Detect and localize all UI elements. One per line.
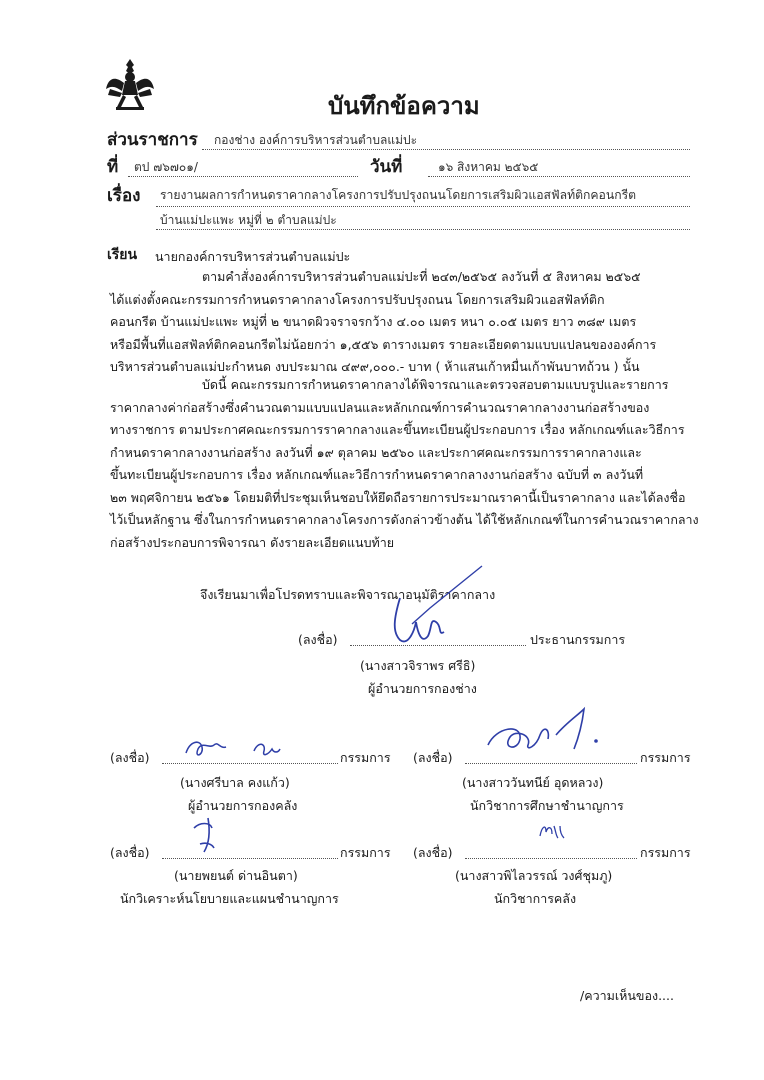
paragraph-line: ราคากลางค่าก่อสร้างซึ่งคำนวณตามแบบแปลนและหลักเกณฑ์การคำนวณราคากลางงานก่อสร้างของ bbox=[110, 399, 650, 415]
committee-2-signature bbox=[478, 705, 608, 765]
paragraph-line: ขึ้นทะเบียนผู้ประกอบการ เรื่อง หลักเกณฑ์และวิธีการกำหนดราคากลางงานก่อสร้าง ฉบับที่ ๓ ลงวันที่ bbox=[110, 467, 644, 482]
committee-4-sign-prefix: (ลงชื่อ) bbox=[413, 845, 453, 860]
ref-value: ตป ๗๖๗๐๑/ bbox=[134, 160, 198, 174]
committee-3-name: (นายพยนต์ ด่านอินตา) bbox=[174, 868, 298, 883]
committee-1-role: กรรมการ bbox=[340, 750, 391, 765]
paragraph-line: บัดนี้ คณะกรรมการกำหนดราคากลางได้พิจารณาและตรวจสอบตามแบบรูปและรายการ bbox=[202, 377, 669, 392]
committee-3-position: นักวิเคราะห์นโยบายและแผนชำนาญการ bbox=[120, 891, 339, 906]
date-value: ๑๖ สิงหาคม ๒๕๖๕ bbox=[438, 160, 539, 174]
committee-1-signature bbox=[180, 735, 300, 765]
subject-line-2: บ้านแม่ปะแพะ หมู่ที่ ๒ ตำบลแม่ปะ bbox=[160, 213, 337, 227]
paragraph-line: บริหารส่วนตำบลแม่ปะกำหนด งบประมาณ ๔๙๙,๐๐๐.- บาท ( ห้าแสนเก้าหมื่นเก้าพันบาทถ้วน ) นั้น bbox=[110, 359, 640, 374]
chair-sign-prefix: (ลงชื่อ) bbox=[298, 632, 338, 647]
committee-3-sign-prefix: (ลงชื่อ) bbox=[110, 845, 150, 860]
memo-title: บันทึกข้อความ bbox=[328, 92, 480, 120]
committee-1-sign-prefix: (ลงชื่อ) bbox=[110, 750, 150, 765]
committee-2-signature-line bbox=[465, 763, 637, 764]
committee-4-signature-line bbox=[465, 858, 637, 859]
committee-4-position: นักวิชาการคลัง bbox=[494, 891, 577, 906]
chair-position: ผู้อำนวยการกองช่าง bbox=[368, 681, 477, 696]
committee-4-signature bbox=[536, 820, 566, 842]
committee-1-signature-line bbox=[162, 763, 338, 764]
agency-label: ส่วนราชการ bbox=[107, 130, 198, 150]
date-label: วันที่ bbox=[370, 157, 403, 177]
committee-1-position: ผู้อำนวยการกองคลัง bbox=[188, 798, 298, 813]
date-dotted-line bbox=[428, 176, 690, 177]
chair-signature-line bbox=[350, 645, 526, 646]
subject-dotted-line-1 bbox=[156, 206, 690, 207]
closing-line: จึงเรียนมาเพื่อโปรดทราบและพิจารณาอนุมัติราคากลาง bbox=[200, 587, 496, 602]
paragraph-line: ได้แต่งตั้งคณะกรรมการกำหนดราคากลางโครงการปรับปรุงถนน โดยการเสริมผิวแอสฟัลท์ติก bbox=[110, 291, 605, 307]
paragraph-line: คอนกรีต บ้านแม่ปะแพะ หมู่ที่ ๒ ขนาดผิวจราจรกว้าง ๔.๐๐ เมตร หนา ๐.๐๕ เมตร ยาว ๓๘๙ เมตร bbox=[110, 314, 637, 329]
agency-dotted-line bbox=[202, 149, 690, 150]
committee-2-sign-prefix: (ลงชื่อ) bbox=[413, 750, 453, 765]
committee-3-role: กรรมการ bbox=[340, 845, 391, 860]
continued-footer: /ความเห็นของ.... bbox=[580, 988, 674, 1003]
committee-4-name: (นางสาวพิไลวรรณ์ วงศ์ชุมภู) bbox=[455, 868, 613, 883]
committee-3-signature-line bbox=[162, 858, 338, 859]
paragraph-line: ทางราชการ ตามประกาศคณะกรรมการราคากลางและขึ้นทะเบียนผู้ประกอบการ เรื่อง หลักเกณฑ์และวิธีการ bbox=[110, 422, 685, 437]
to-value: นายกองค์การบริหารส่วนตำบลแม่ปะ bbox=[155, 249, 351, 264]
chair-signature bbox=[372, 562, 502, 657]
committee-2-name: (นางสาววันทนีย์ อุดหลวง) bbox=[462, 775, 604, 790]
paragraph-line: ก่อสร้างประกอบการพิจารณา ดังรายละเอียดแนบท้าย bbox=[110, 534, 395, 550]
subject-dotted-line-2 bbox=[156, 229, 690, 230]
agency-value: กองช่าง องค์การบริหารส่วนตำบลแม่ปะ bbox=[214, 133, 418, 147]
body-paragraph-2 bbox=[110, 374, 699, 554]
paragraph-line: ตามคำสั่งองค์การบริหารส่วนตำบลแม่ปะที่ ๒๔๓/๒๕๖๕ ลงวันที่ ๕ สิงหาคม ๒๕๖๕ bbox=[202, 269, 641, 284]
subject-line-1: รายงานผลการกำหนดราคากลางโครงการปรับปรุงถนนโดยการเสริมผิวแอสฟัลท์ติกคอนกรีต bbox=[160, 188, 637, 202]
paragraph-line: ๒๓ พฤศจิกายน ๒๕๖๑ โดยมติที่ประชุมเห็นชอบให้ยึดถือรายการประมาณราคานี้เป็นราคากลาง และได้ลงชื่อ bbox=[110, 489, 686, 505]
chair-name: (นางสาวจิราพร ศรีธิ) bbox=[360, 658, 476, 673]
committee-2-position: นักวิชาการศึกษาชำนาญการ bbox=[470, 798, 624, 813]
chair-role: ประธานกรรมการ bbox=[530, 632, 626, 647]
paragraph-line: ไว้เป็นหลักฐาน ซึ่งในการกำหนดราคากลางโครงการดังกล่าวข้างต้น ได้ใช้หลักเกณฑ์ในการคำนวณราคากลาง bbox=[110, 512, 699, 527]
committee-1-name: (นางศรีบาล คงแก้ว) bbox=[180, 775, 290, 790]
committee-2-role: กรรมการ bbox=[640, 750, 691, 765]
to-label: เรียน bbox=[107, 247, 138, 263]
garuda-emblem bbox=[104, 55, 156, 117]
paragraph-line: หรือมีพื้นที่แอสฟัลท์ติกคอนกรีตไม่น้อยกว่า ๑,๕๕๖ ตารางเมตร รายละเอียดตามแบบแปลนขององค์การ bbox=[110, 336, 657, 352]
ref-label: ที่ bbox=[107, 157, 119, 177]
body-paragraph-1 bbox=[110, 266, 656, 379]
committee-3-signature bbox=[188, 814, 228, 856]
committee-4-role: กรรมการ bbox=[640, 845, 691, 860]
subject-label: เรื่อง bbox=[107, 186, 141, 206]
paragraph-line: กำหนดราคากลางงานก่อสร้าง ลงวันที่ ๑๙ ตุลาคม ๒๕๖๐ และประกาศคณะกรรมการราคากลางและ bbox=[110, 444, 642, 460]
ref-dotted-line bbox=[128, 176, 358, 177]
